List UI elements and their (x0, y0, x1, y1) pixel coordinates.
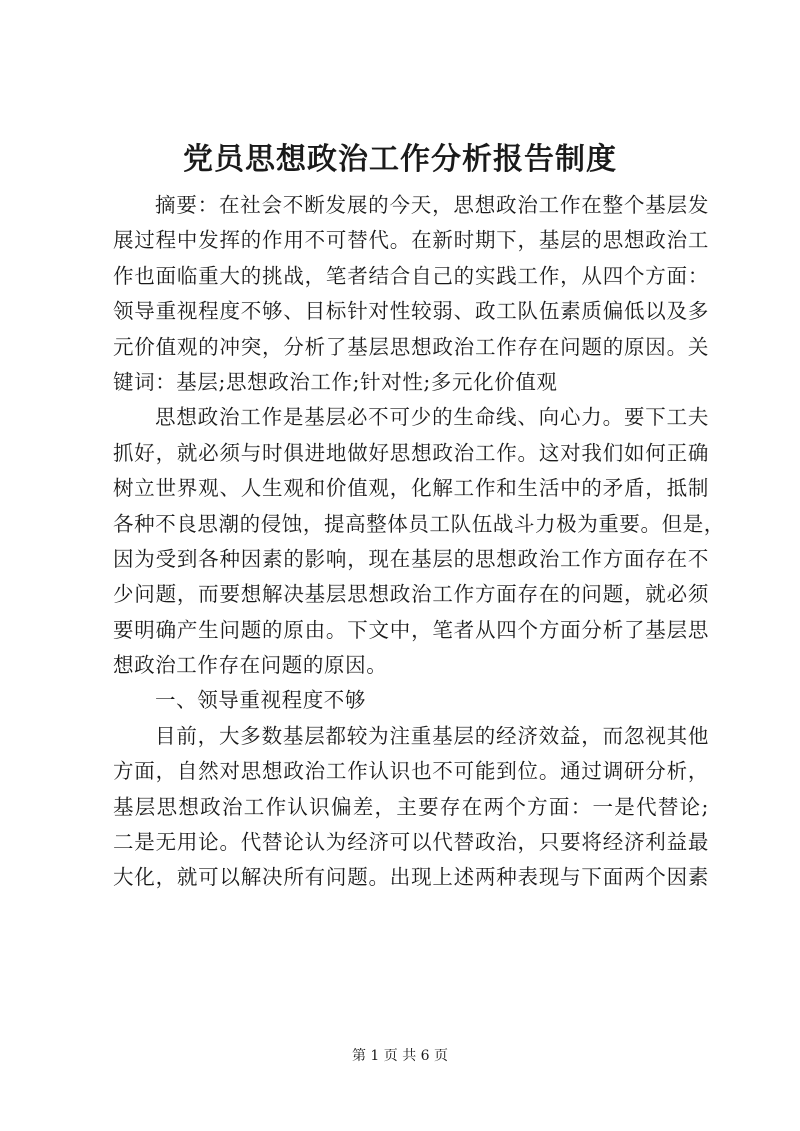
body-line: 想政治工作存在问题的原因。 (113, 653, 388, 678)
body-line: 二是无用论。代替论认为经济可以代替政治，只要将经济利益最 (113, 830, 709, 855)
body-line: 抓好，就必须与时俱进地做好思想政治工作。这对我们如何正确 (113, 440, 709, 465)
body-line: 展过程中发挥的作用不可替代。在新时期下，基层的思想政治工 (113, 228, 709, 253)
body-line: 各种不良思潮的侵蚀，提高整体员工队伍战斗力极为重要。但是， (113, 511, 725, 536)
body-line: 因为受到各种因素的影响，现在基层的思想政治工作方面存在不 (113, 546, 709, 571)
body-line: 元价值观的冲突，分析了基层思想政治工作存在问题的原因。关 (113, 334, 709, 359)
body-line: 大化，就可以解决所有问题。出现上述两种表现与下面两个因素 (113, 865, 709, 890)
body-line: 少问题，而要想解决基层思想政治工作方面存在的问题，就必须 (113, 582, 709, 607)
document-body (113, 188, 725, 896)
body-line: 思想政治工作是基层必不可少的生命线、向心力。要下工夫 (155, 405, 709, 430)
body-line: 方面，自然对思想政治工作认识也不可能到位。通过调研分析， (113, 759, 709, 784)
body-line: 领导重视程度不够、目标针对性较弱、政工队伍素质偏低以及多 (113, 299, 709, 324)
body-line: 基层思想政治工作认识偏差，主要存在两个方面：一是代替论; (113, 794, 709, 819)
body-line: 一、领导重视程度不够 (155, 688, 366, 713)
body-line: 目前，大多数基层都较为注重基层的经济效益，而忽视其他 (155, 723, 709, 748)
body-line: 摘要：在社会不断发展的今天，思想政治工作在整个基层发 (155, 193, 709, 217)
page-footer: 第 1 页 共 6 页 (351, 1048, 449, 1064)
body-line: 键词：基层;思想政治工作;针对性;多元化价值观 (113, 369, 558, 394)
body-line: 作也面临重大的挑战，笔者结合自己的实践工作，从四个方面： (113, 263, 709, 288)
document-title: 党员思想政治工作分析报告制度 (183, 142, 617, 177)
body-line: 要明确产生问题的原由。下文中，笔者从四个方面分析了基层思 (113, 617, 709, 642)
body-line: 树立世界观、人生观和价值观，化解工作和生活中的矛盾，抵制 (113, 476, 709, 501)
